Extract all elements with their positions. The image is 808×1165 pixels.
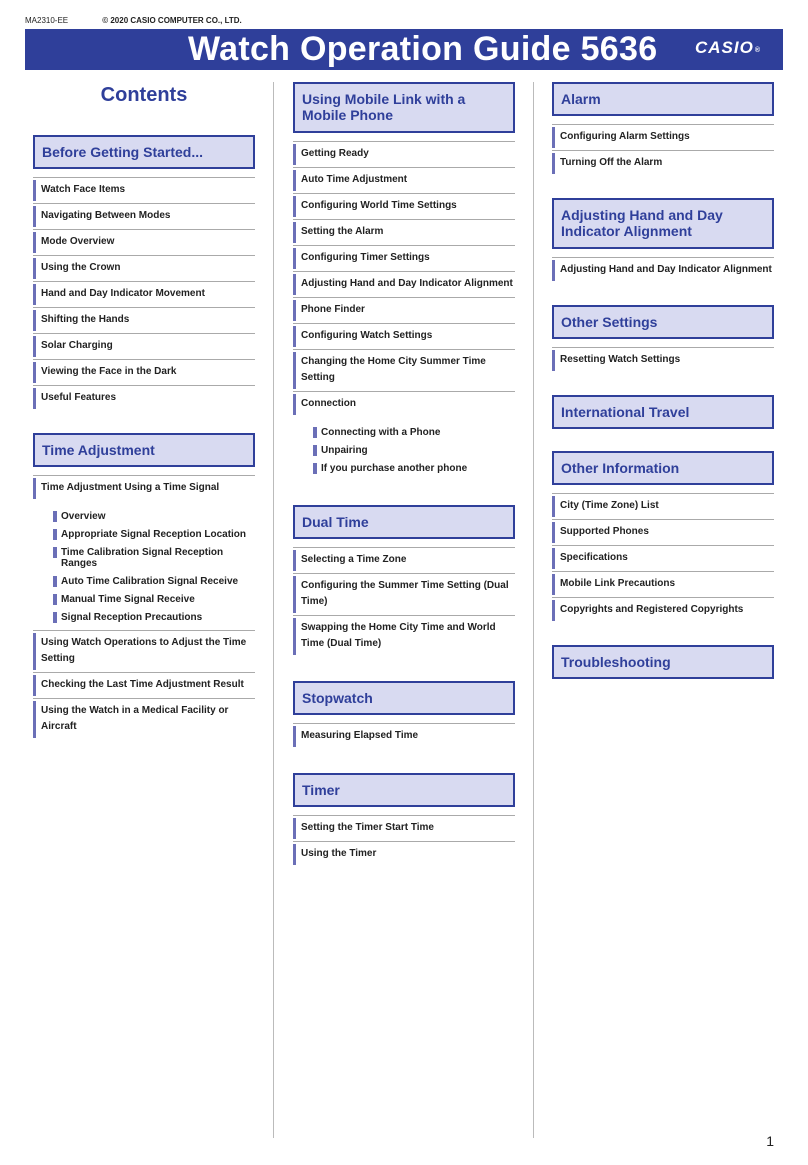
- toc-entry: [293, 615, 515, 657]
- bullet-bar-icon: [552, 127, 555, 148]
- bullet-bar-icon: [53, 511, 57, 522]
- toc-sublink-label: If you purchase another phone: [321, 463, 468, 474]
- toc-entry: [33, 203, 255, 229]
- bullet-bar-icon: [552, 260, 555, 281]
- bullet-bar-icon: [293, 222, 296, 243]
- toc-link-label: Useful Features: [41, 392, 117, 403]
- page-number: 1: [766, 1133, 774, 1149]
- toc-item-list: [33, 177, 255, 411]
- toc-entry: [33, 333, 255, 359]
- logo-text: CASIO: [694, 38, 754, 57]
- toc-entry: [33, 672, 255, 698]
- toc-entry: [293, 271, 515, 297]
- toc-entry: [293, 349, 515, 391]
- toc-link-using-watch-operations-to-adjust-the-time-setting[interactable]: [33, 630, 255, 672]
- toc-link-using-the-crown[interactable]: [33, 255, 255, 281]
- toc-link-label: Adjusting Hand and Day Indicator Alignment: [560, 264, 772, 275]
- toc-entry: [552, 124, 774, 150]
- bullet-bar-icon: [552, 522, 555, 543]
- bullet-bar-icon: [293, 300, 296, 321]
- toc-entry: [293, 841, 515, 867]
- toc-section-time-adjustment: [33, 433, 255, 740]
- section-heading-dual-time[interactable]: Dual Time: [293, 505, 515, 539]
- section-heading-using-mobile-link-with-a-mobile-phone[interactable]: Using Mobile Link with a Mobile Phone: [293, 82, 515, 133]
- toc-link-label: Specifications: [560, 552, 628, 563]
- bullet-bar-icon: [53, 547, 57, 558]
- bullet-bar-icon: [33, 633, 36, 670]
- toc-sublink-label: Connecting with a Phone: [321, 427, 441, 438]
- toc-entry: [293, 723, 515, 749]
- toc-link-watch-face-items[interactable]: [33, 177, 255, 203]
- toc-link-label: Solar Charging: [41, 340, 113, 351]
- toc-section-dual-time: [293, 505, 515, 657]
- bullet-bar-icon: [293, 196, 296, 217]
- toc-entry: [552, 519, 774, 545]
- toc-sublink-label: Manual Time Signal Receive: [61, 594, 195, 605]
- toc-link-specifications[interactable]: [552, 545, 774, 571]
- toc-link-navigating-between-modes[interactable]: [33, 203, 255, 229]
- toc-sublink-time-calibration-signal-reception-ranges[interactable]: [33, 543, 255, 572]
- toc-link-label: Connection: [301, 398, 356, 409]
- section-heading-before-getting-started[interactable]: Before Getting Started...: [33, 135, 255, 169]
- toc-sublink-label: Unpairing: [321, 445, 368, 456]
- toc-section-before-getting-started: [33, 135, 255, 411]
- bullet-bar-icon: [33, 701, 36, 738]
- bullet-bar-icon: [552, 548, 555, 569]
- bullet-bar-icon: [293, 144, 296, 165]
- toc-sublink-label: Signal Reception Precautions: [61, 612, 203, 623]
- toc-item-list: [33, 475, 255, 740]
- toc-link-setting-the-timer-start-time[interactable]: [293, 815, 515, 841]
- toc-entry: [33, 698, 255, 740]
- toc-link-resetting-watch-settings[interactable]: [552, 347, 774, 373]
- bullet-bar-icon: [293, 394, 296, 415]
- bullet-bar-icon: [293, 170, 296, 191]
- toc-link-label: Supported Phones: [560, 526, 649, 537]
- toc-link-using-the-watch-in-a-medical-facility-or-aircraft[interactable]: [33, 698, 255, 740]
- bullet-bar-icon: [293, 726, 296, 747]
- column-divider: [533, 82, 534, 1138]
- toc-link-auto-time-adjustment[interactable]: [293, 167, 515, 193]
- toc-section-other-information: [552, 451, 774, 623]
- bullet-bar-icon: [552, 496, 555, 517]
- toc-entry: [293, 815, 515, 841]
- toc-entry: [33, 177, 255, 203]
- toc-link-label: Watch Face Items: [41, 184, 126, 195]
- toc-link-label: Using the Timer: [301, 848, 377, 859]
- copyright-text: © 2020 CASIO COMPUTER CO., LTD.: [102, 16, 242, 25]
- toc-link-label: Turning Off the Alarm: [560, 157, 663, 168]
- bullet-bar-icon: [33, 206, 36, 227]
- toc-entry: [293, 547, 515, 573]
- toc-link-copyrights-and-registered-copyrights[interactable]: [552, 597, 774, 623]
- toc-link-measuring-elapsed-time[interactable]: [293, 723, 515, 749]
- registered-mark: ®: [754, 47, 761, 54]
- toc-link-label: Viewing the Face in the Dark: [41, 366, 177, 377]
- contents-heading: Contents: [100, 84, 188, 106]
- toc-entry: [552, 150, 774, 176]
- bullet-bar-icon: [33, 362, 36, 383]
- toc-link-label: Swapping the Home City Time and World Time (Dual Time): [301, 622, 496, 649]
- section-heading-adjusting-hand-and-day-indicator-alignment[interactable]: Adjusting Hand and Day Indicator Alignment: [552, 198, 774, 249]
- toc-item-list: [293, 723, 515, 749]
- toc-link-viewing-the-face-in-the-dark[interactable]: [33, 359, 255, 385]
- toc-section-timer: [293, 773, 515, 867]
- toc-link-label: Phone Finder: [301, 304, 365, 315]
- toc-link-getting-ready[interactable]: [293, 141, 515, 167]
- toc-link-connection[interactable]: [293, 391, 515, 417]
- toc-sublink-label: Overview: [61, 511, 106, 522]
- bullet-bar-icon: [293, 618, 296, 655]
- section-heading-alarm[interactable]: Alarm: [552, 82, 774, 116]
- toc-link-changing-the-home-city-summer-time-setting[interactable]: [293, 349, 515, 391]
- toc-sublink-auto-time-calibration-signal-receive[interactable]: [33, 572, 255, 590]
- toc-item-list: [293, 141, 515, 481]
- bullet-bar-icon: [33, 232, 36, 253]
- toc-link-useful-features[interactable]: [33, 385, 255, 411]
- toc-entry: [552, 257, 774, 283]
- toc-section-adjusting-hand-and-day-indicator-alignment: [552, 198, 774, 283]
- toc-link-label: Configuring Watch Settings: [301, 330, 433, 341]
- title-banner: [25, 29, 783, 70]
- toc-link-time-adjustment-using-a-time-signal[interactable]: [33, 475, 255, 501]
- bullet-bar-icon: [293, 818, 296, 839]
- toc-sublink-label: Time Calibration Signal Reception Ranges: [61, 547, 224, 569]
- bullet-bar-icon: [33, 310, 36, 331]
- toc-link-label: Navigating Between Modes: [41, 210, 171, 221]
- toc-sublink-manual-time-signal-receive[interactable]: [33, 590, 255, 608]
- toc-link-label: Configuring Alarm Settings: [560, 131, 690, 142]
- toc-link-label: Mobile Link Precautions: [560, 578, 676, 589]
- toc-entry: [293, 193, 515, 219]
- toc-sublink-connecting-with-a-phone[interactable]: [293, 423, 515, 441]
- toc-column-3: [552, 82, 774, 679]
- toc-link-label: Checking the Last Time Adjustment Result: [41, 679, 244, 690]
- toc-link-mobile-link-precautions[interactable]: [552, 571, 774, 597]
- toc-entry: [552, 347, 774, 373]
- toc-item-list: [552, 493, 774, 623]
- section-heading-time-adjustment[interactable]: Time Adjustment: [33, 433, 255, 467]
- toc-link-checking-the-last-time-adjustment-result[interactable]: [33, 672, 255, 698]
- toc-link-label: Configuring the Summer Time Setting (Dual Time): [301, 580, 509, 607]
- toc-link-city-time-zone-list[interactable]: [552, 493, 774, 519]
- section-heading-troubleshooting[interactable]: Troubleshooting: [552, 645, 774, 679]
- toc-entry: [33, 385, 255, 411]
- toc-entry: [33, 281, 255, 307]
- toc-link-label: Adjusting Hand and Day Indicator Alignment: [301, 278, 513, 289]
- toc-link-configuring-alarm-settings[interactable]: [552, 124, 774, 150]
- bullet-bar-icon: [33, 180, 36, 201]
- toc-entry: [33, 475, 255, 630]
- bullet-bar-icon: [293, 352, 296, 389]
- toc-section-other-settings: [552, 305, 774, 373]
- toc-link-shifting-the-hands[interactable]: [33, 307, 255, 333]
- toc-column-2: [293, 82, 515, 867]
- bullet-bar-icon: [53, 576, 57, 587]
- toc-link-solar-charging[interactable]: [33, 333, 255, 359]
- toc-link-configuring-the-summer-time-setting-dual-time[interactable]: [293, 573, 515, 615]
- toc-entry: [552, 545, 774, 571]
- toc-link-label: Mode Overview: [41, 236, 115, 247]
- bullet-bar-icon: [53, 529, 57, 540]
- toc-link-label: Getting Ready: [301, 148, 369, 159]
- section-heading-stopwatch[interactable]: Stopwatch: [293, 681, 515, 715]
- bullet-bar-icon: [313, 445, 317, 456]
- section-heading-international-travel[interactable]: International Travel: [552, 395, 774, 429]
- toc-link-setting-the-alarm[interactable]: [293, 219, 515, 245]
- bullet-bar-icon: [293, 326, 296, 347]
- toc-sublink-unpairing[interactable]: [293, 441, 515, 459]
- toc-sublink-label: Appropriate Signal Reception Location: [61, 529, 247, 540]
- bullet-bar-icon: [33, 388, 36, 409]
- toc-sublink-label: Auto Time Calibration Signal Receive: [61, 576, 239, 587]
- toc-item-list: [552, 124, 774, 176]
- toc-section-troubleshooting: [552, 645, 774, 679]
- bullet-bar-icon: [293, 844, 296, 865]
- section-heading-other-settings[interactable]: Other Settings: [552, 305, 774, 339]
- toc-entry: [293, 141, 515, 167]
- toc-link-using-the-timer[interactable]: [293, 841, 515, 867]
- casio-logo: [695, 38, 761, 58]
- toc-link-label: Resetting Watch Settings: [560, 354, 681, 365]
- toc-link-configuring-world-time-settings[interactable]: [293, 193, 515, 219]
- bullet-bar-icon: [53, 612, 57, 623]
- toc-link-turning-off-the-alarm[interactable]: [552, 150, 774, 176]
- toc-sublink-appropriate-signal-reception-location[interactable]: [33, 525, 255, 543]
- toc-entry: [293, 245, 515, 271]
- bullet-bar-icon: [293, 550, 296, 571]
- toc-link-adjusting-hand-and-day-indicator-alignment[interactable]: [552, 257, 774, 283]
- toc-link-label: Using the Crown: [41, 262, 121, 273]
- toc-link-adjusting-hand-and-day-indicator-alignment[interactable]: [293, 271, 515, 297]
- page-title: Watch Operation Guide 5636: [188, 30, 658, 68]
- toc-entry: [293, 219, 515, 245]
- toc-entry: [552, 571, 774, 597]
- toc-link-label: Using the Watch in a Medical Facility or Aircraft: [41, 705, 229, 732]
- bullet-bar-icon: [293, 576, 296, 613]
- toc-link-label: Configuring Timer Settings: [301, 252, 430, 263]
- bullet-bar-icon: [552, 574, 555, 595]
- toc-section-stopwatch: [293, 681, 515, 749]
- toc-link-hand-and-day-indicator-movement[interactable]: [33, 281, 255, 307]
- bullet-bar-icon: [53, 594, 57, 605]
- toc-entry: [33, 630, 255, 672]
- toc-link-label: Auto Time Adjustment: [301, 174, 408, 185]
- bullet-bar-icon: [293, 248, 296, 269]
- toc-link-label: Copyrights and Registered Copyrights: [560, 604, 744, 615]
- toc-link-label: Setting the Alarm: [301, 226, 384, 237]
- toc-link-phone-finder[interactable]: [293, 297, 515, 323]
- toc-item-list: [293, 815, 515, 867]
- toc-subitem-list: [293, 417, 515, 481]
- toc-link-supported-phones[interactable]: [552, 519, 774, 545]
- bullet-bar-icon: [313, 463, 317, 474]
- bullet-bar-icon: [552, 153, 555, 174]
- toc-sublink-signal-reception-precautions[interactable]: [33, 608, 255, 626]
- header-line: [25, 16, 242, 25]
- section-heading-other-information[interactable]: Other Information: [552, 451, 774, 485]
- toc-entry: [293, 391, 515, 481]
- toc-link-mode-overview[interactable]: [33, 229, 255, 255]
- toc-link-label: Time Adjustment Using a Time Signal: [41, 482, 220, 493]
- section-heading-timer[interactable]: Timer: [293, 773, 515, 807]
- toc-item-list: [552, 347, 774, 373]
- doc-code: MA2310-EE: [25, 16, 69, 25]
- toc-link-label: Shifting the Hands: [41, 314, 130, 325]
- bullet-bar-icon: [33, 336, 36, 357]
- toc-section-using-mobile-link-with-a-mobile-phone: [293, 82, 515, 481]
- toc-entry: [33, 255, 255, 281]
- toc-link-label: Measuring Elapsed Time: [301, 730, 419, 741]
- toc-link-configuring-timer-settings[interactable]: [293, 245, 515, 271]
- bullet-bar-icon: [293, 274, 296, 295]
- toc-sublink-overview[interactable]: [33, 507, 255, 525]
- toc-entry: [293, 573, 515, 615]
- bullet-bar-icon: [33, 478, 36, 499]
- column-divider: [273, 82, 274, 1138]
- bullet-bar-icon: [33, 284, 36, 305]
- toc-entry: [552, 597, 774, 623]
- toc-subitem-list: [33, 501, 255, 630]
- toc-link-label: Configuring World Time Settings: [301, 200, 457, 211]
- toc-link-swapping-the-home-city-time-and-world-time-dual-time[interactable]: [293, 615, 515, 657]
- bullet-bar-icon: [33, 675, 36, 696]
- toc-link-configuring-watch-settings[interactable]: [293, 323, 515, 349]
- toc-item-list: [552, 257, 774, 283]
- bullet-bar-icon: [552, 350, 555, 371]
- toc-entry: [33, 307, 255, 333]
- toc-link-label: Selecting a Time Zone: [301, 554, 407, 565]
- toc-entry: [293, 167, 515, 193]
- toc-entry: [33, 229, 255, 255]
- toc-entry: [552, 493, 774, 519]
- toc-entry: [293, 297, 515, 323]
- toc-item-list: [293, 547, 515, 657]
- toc-entry: [293, 323, 515, 349]
- toc-entry: [33, 359, 255, 385]
- bullet-bar-icon: [313, 427, 317, 438]
- toc-link-label: Using Watch Operations to Adjust the Time Setting: [41, 637, 247, 664]
- toc-section-alarm: [552, 82, 774, 176]
- bullet-bar-icon: [33, 258, 36, 279]
- bullet-bar-icon: [552, 600, 555, 621]
- toc-link-label: Changing the Home City Summer Time Setting: [301, 356, 486, 383]
- toc-link-label: City (Time Zone) List: [560, 500, 659, 511]
- toc-section-international-travel: [552, 395, 774, 429]
- toc-link-label: Hand and Day Indicator Movement: [41, 288, 205, 299]
- toc-link-selecting-a-time-zone[interactable]: [293, 547, 515, 573]
- toc-link-label: Setting the Timer Start Time: [301, 822, 434, 833]
- toc-sublink-if-you-purchase-another-phone[interactable]: [293, 459, 515, 477]
- toc-column-1: [33, 82, 255, 740]
